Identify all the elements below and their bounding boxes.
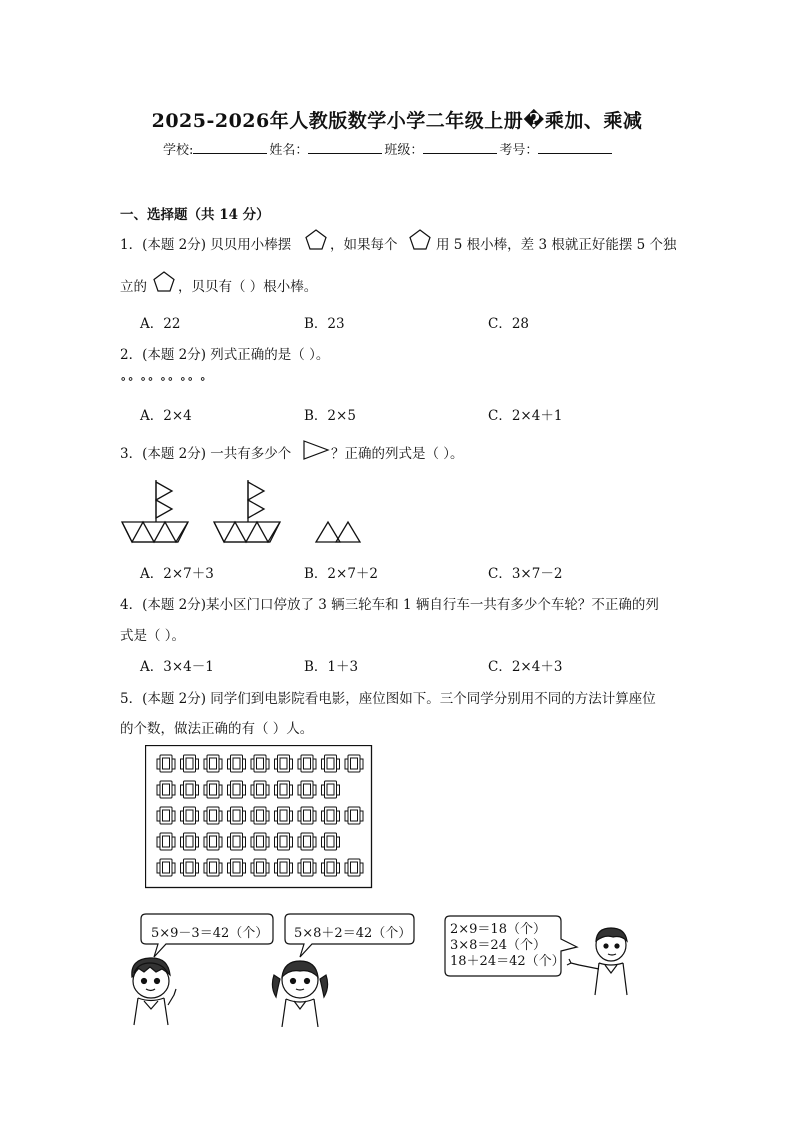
seat-icon [322, 807, 340, 824]
seat-icon [251, 807, 269, 824]
q3-option-b[interactable]: B．2×7＋2 [304, 566, 378, 582]
q2-dot-groups: ∘∘ ∘∘ ∘∘ ∘∘ ∘ [120, 372, 207, 387]
seat-icon [345, 755, 363, 772]
seat-icon [275, 755, 293, 772]
class-blank[interactable] [423, 141, 497, 154]
section-heading: 一、选择题（共 14 分） [120, 207, 270, 223]
pentagon-icon [304, 228, 328, 252]
seat-icon [251, 859, 269, 876]
seat-icon [157, 833, 175, 850]
seat-icon [322, 755, 340, 772]
q3-option-c[interactable]: C．3×7－2 [488, 566, 563, 582]
q1-text-1c: 用 5 根小棒，差 3 根就正好能摆 5 个独 [436, 237, 677, 253]
seat-icon [298, 859, 316, 876]
seat-icon [228, 781, 246, 798]
pentagon-icon [152, 270, 176, 294]
boat-2 [214, 480, 280, 542]
name-blank[interactable] [308, 141, 382, 154]
seat-icon [228, 755, 246, 772]
seat-icon [298, 807, 316, 824]
seat-icon [251, 755, 269, 772]
school-blank[interactable] [193, 141, 267, 154]
seat-icon [251, 833, 269, 850]
student-info-fields [163, 139, 614, 158]
q1-option-b[interactable]: B．23 [304, 316, 345, 332]
name-label: 姓名： [269, 143, 309, 158]
cinema-seat-map [145, 745, 373, 889]
seat-icon [298, 781, 316, 798]
seat-icon [181, 807, 199, 824]
page-title: 2025-2026年人教版数学小学二年级上册�乘加、乘减 [151, 110, 643, 132]
exam-no-blank[interactable] [538, 141, 612, 154]
q3-text-a: 3．(本题 2分) 一共有多少个 [120, 446, 292, 462]
bubble-3-line-1: 2×9＝18（个） [450, 922, 546, 937]
seat-icon [275, 807, 293, 824]
q3-option-a[interactable]: A．2×7＋3 [140, 566, 214, 582]
class-label: 班级： [384, 143, 424, 158]
seat-icon [181, 781, 199, 798]
seat-icon [181, 755, 199, 772]
boy-1-illustration [124, 955, 184, 1027]
q2-option-a[interactable]: A．2×4 [140, 408, 192, 424]
q5-text-1: 5．(本题 2分) 同学们到电影院看电影，座位图如下。三个同学分别用不同的方法计算座位 [120, 691, 656, 707]
seat-icon [204, 807, 222, 824]
seat-icon [181, 859, 199, 876]
q1-text-2a: 立的 [120, 279, 147, 295]
seat-icon [298, 755, 316, 772]
exam-no-label: 考号： [499, 143, 539, 158]
q2-option-b[interactable]: B．2×5 [304, 408, 356, 424]
girl-illustration [270, 955, 330, 1027]
bubble-3-line-2: 3×8＝24（个） [450, 938, 546, 953]
seat-icon [228, 807, 246, 824]
q1-option-c[interactable]: C．28 [488, 316, 530, 332]
seat-icon [345, 859, 363, 876]
q1-text-1a: 1．(本题 2分) 贝贝用小棒摆 [120, 237, 292, 253]
seat-icon [157, 755, 175, 772]
seat-icon [322, 833, 340, 850]
bubble-3-line-3: 18＋24＝42（个） [450, 954, 565, 969]
seat-icon [181, 833, 199, 850]
bubble-1-text: 5×9－3＝42（个） [151, 926, 269, 941]
q1-option-a[interactable]: A．22 [140, 316, 181, 332]
q4-text-2: 式是（ ）。 [120, 628, 186, 644]
pentagon-icon [408, 228, 432, 252]
seat-icon [275, 833, 293, 850]
seat-icon [298, 833, 316, 850]
seat-icon [157, 859, 175, 876]
seat-icon [204, 781, 222, 798]
seat-icon [228, 859, 246, 876]
triangle-boats-figure [118, 478, 368, 548]
triangle-icon [302, 439, 330, 461]
bubble-2-text: 5×8＋2＝42（个） [294, 926, 412, 941]
q4-text-1: 4．(本题 2分)某小区门口停放了 3 辆三轮车和 1 辆自行车一共有多少个车轮？不正确的列 [120, 597, 659, 613]
seat-icon [322, 859, 340, 876]
boat-1 [122, 480, 188, 542]
seat-icon [275, 781, 293, 798]
q3-text-b: ？正确的列式是（ ）。 [331, 446, 464, 462]
q4-option-a[interactable]: A．3×4－1 [140, 659, 214, 675]
q4-option-b[interactable]: B．1＋3 [304, 659, 359, 675]
boy-2-illustration [565, 925, 637, 997]
seat-icon [157, 781, 175, 798]
seat-icon [157, 807, 175, 824]
seat-icon [322, 781, 340, 798]
q1-text-1b: ，如果每个 [330, 237, 398, 253]
seat-icon [345, 807, 363, 824]
bubble-3-text [450, 922, 565, 970]
seat-icon [204, 755, 222, 772]
seat-icon [251, 781, 269, 798]
q4-option-c[interactable]: C．2×4＋3 [488, 659, 563, 675]
seat-icon [275, 859, 293, 876]
seat-icon [204, 859, 222, 876]
q2-option-c[interactable]: C．2×4＋1 [488, 408, 563, 424]
loose-triangles [316, 522, 360, 542]
q1-text-2b: ，贝贝有（ ）根小棒。 [178, 279, 318, 295]
school-label: 学校: [163, 143, 194, 158]
seat-icon [228, 833, 246, 850]
q2-text: 2．(本题 2分) 列式正确的是（ ）。 [120, 347, 330, 363]
q5-text-2: 的个数，做法正确的有（ ）人。 [120, 721, 314, 737]
seat-icon [204, 833, 222, 850]
